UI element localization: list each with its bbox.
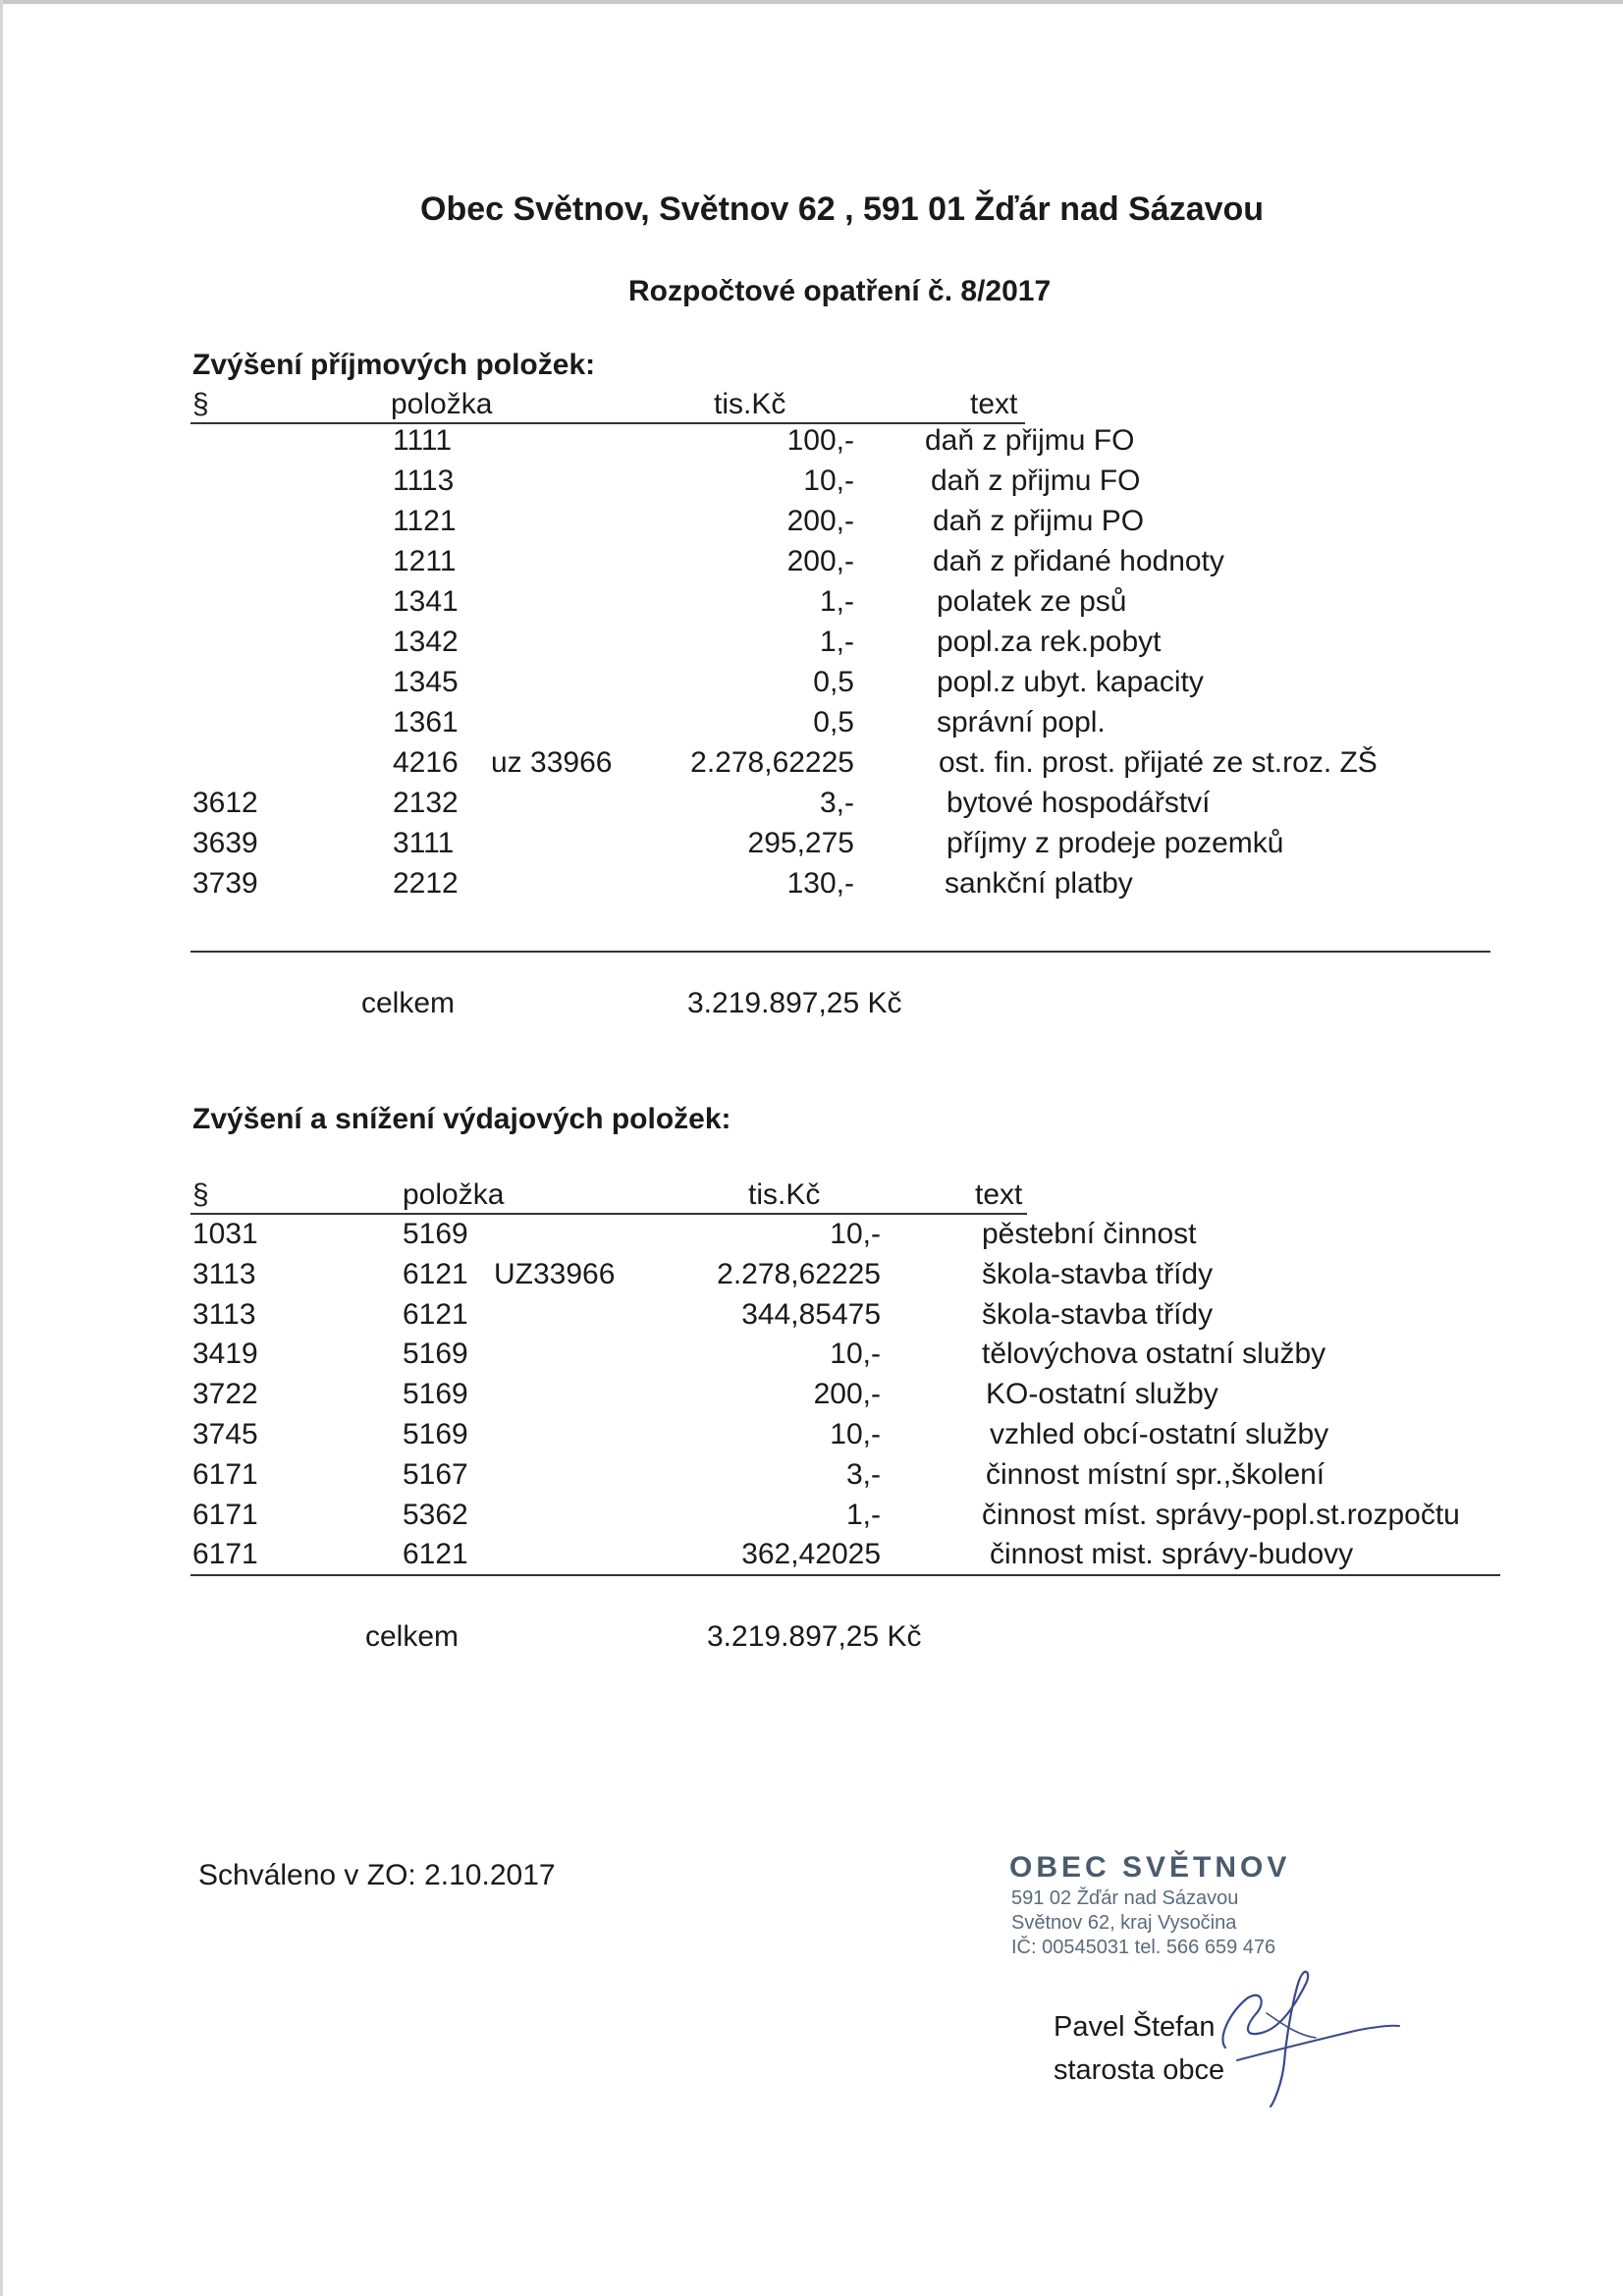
cell-section: 3113 [192,1257,256,1290]
cell-amount: 10,- [830,1418,881,1450]
stamp-ic: IČ: 00545031 tel. 566 659 476 [1011,1937,1276,1958]
cell-text: činnost místní spr.,školení [986,1457,1325,1491]
stamp-address: 591 02 Žďár nad Sázavou [1011,1887,1239,1909]
cell-item: 4216 [393,746,459,779]
expense-total-label: celkem [365,1620,460,1653]
cell-text: vzhled obcí-ostatní služby [990,1418,1329,1450]
cell-item: 1211 [393,545,457,577]
cell-text: polatek ze psů [937,585,1127,618]
cell-amount: 1,- [819,626,854,658]
cell-text: tělovýchova ostatní služby [982,1338,1326,1371]
signature-image [1208,1944,1404,2111]
cell-item: 5362 [403,1498,468,1531]
cell-text: sankční platby [945,867,1133,900]
cell-item: 5167 [403,1457,468,1491]
cell-text: pěstební činnost [982,1218,1197,1250]
cell-section: 3639 [192,827,258,859]
expense-col-amount: tis.Kč [748,1178,821,1211]
expense-header-rule [190,1213,1027,1215]
cell-amount: 130,- [786,867,854,900]
expense-col-section: § [192,1178,209,1211]
scan-edge [0,0,3,2296]
document-subtitle: Rozpočtové opatření č. 8/2017 [628,275,1052,307]
cell-section: 3612 [192,787,258,819]
cell-amount: 295,275 [747,827,854,859]
document-title: Obec Světnov, Světnov 62 , 591 01 Žďár nad Sázavou [420,191,1265,228]
cell-item: 3111 [393,827,455,859]
cell-text: daň z přijmu FO [925,424,1135,457]
cell-item: 6121 [403,1257,468,1290]
income-total-rule [190,951,1490,953]
cell-item: 1361 [393,706,459,738]
cell-item: 2212 [393,867,459,900]
scan-edge [0,0,1623,4]
cell-section: 6171 [192,1457,258,1491]
cell-amount: 10,- [830,1218,881,1250]
cell-item: 6121 [403,1297,468,1331]
cell-item: 1345 [393,666,459,698]
cell-amount: 2.278,62225 [717,1257,881,1290]
cell-item: 1111 [393,424,453,457]
cell-item: 6121 [403,1538,468,1571]
cell-text: ost. fin. prost. přijaté ze st.roz. ZŠ [939,746,1378,779]
cell-amount: 200,- [786,545,854,577]
cell-section: 6171 [192,1538,258,1571]
cell-text: příjmy z prodeje pozemků [947,827,1284,859]
cell-text: daň z přidané hodnoty [933,545,1224,577]
cell-uz: uz 33966 [491,746,613,779]
cell-amount: 10,- [830,1338,881,1371]
expense-col-text: text [975,1178,1023,1211]
cell-amount: 1,- [819,585,854,618]
cell-amount: 1,- [845,1498,881,1531]
cell-item: 1342 [393,626,459,658]
cell-amount: 362,42025 [741,1538,881,1571]
income-col-item: položka [391,388,493,420]
cell-text: daň z přijmu PO [933,505,1145,537]
cell-text: činnost mist. správy-budovy [990,1538,1354,1571]
cell-text: daň z přijmu FO [931,465,1141,497]
cell-item: 1121 [393,505,457,537]
cell-item: 5169 [403,1218,468,1250]
cell-text: škola-stavba třídy [982,1297,1214,1331]
income-header-rule [190,422,1025,424]
cell-text: činnost míst. správy-popl.st.rozpočtu [982,1498,1460,1531]
cell-item: 1341 [393,585,459,618]
cell-section: 3745 [192,1418,258,1450]
cell-text: KO-ostatní služby [986,1378,1218,1411]
cell-amount: 200,- [813,1378,881,1411]
approval-date: Schváleno v ZO: 2.10.2017 [198,1859,556,1891]
cell-section: 1031 [192,1218,258,1250]
income-col-section: § [192,388,209,420]
cell-text: škola-stavba třídy [982,1257,1214,1290]
income-total-value: 3.219.897,25 Kč [687,987,902,1019]
expense-heading: Zvýšení a snížení výdajových položek: [192,1103,731,1135]
cell-text: popl.z ubyt. kapacity [937,666,1204,698]
cell-amount: 3,- [819,787,854,819]
cell-amount: 0,5 [813,706,854,738]
cell-item: 1113 [393,465,455,497]
cell-uz: UZ33966 [494,1257,616,1290]
cell-amount: 200,- [786,505,854,537]
income-total-label: celkem [361,987,456,1019]
cell-section: 3739 [192,867,258,900]
cell-amount: 100,- [786,424,854,457]
cell-text: popl.za rek.pobyt [937,626,1162,658]
cell-amount: 10,- [803,465,854,497]
cell-item: 5169 [403,1418,468,1450]
cell-amount: 344,85475 [741,1297,881,1331]
stamp-name: OBEC SVĚTNOV [1009,1851,1291,1884]
cell-section: 3419 [192,1338,258,1371]
expense-table-rule [190,1574,1500,1576]
cell-text: bytové hospodářství [947,787,1211,819]
income-col-amount: tis.Kč [714,388,786,420]
expense-col-item: položka [403,1178,505,1211]
cell-amount: 0,5 [813,666,854,698]
expense-total-value: 3.219.897,25 Kč [707,1620,922,1653]
cell-section: 3722 [192,1378,258,1411]
signer-name: Pavel Štefan [1054,2011,1216,2043]
cell-section: 3113 [192,1297,256,1331]
income-heading: Zvýšení příjmových položek: [192,349,596,381]
cell-amount: 3,- [845,1457,881,1491]
signer-role: starosta obce [1054,2054,1225,2086]
cell-item: 2132 [393,787,459,819]
cell-item: 5169 [403,1378,468,1411]
income-col-text: text [970,388,1018,420]
cell-text: správní popl. [937,706,1106,738]
cell-amount: 2.278,62225 [690,746,854,779]
cell-item: 5169 [403,1338,468,1371]
cell-section: 6171 [192,1498,258,1531]
stamp-street: Světnov 62, kraj Vysočina [1011,1912,1237,1934]
